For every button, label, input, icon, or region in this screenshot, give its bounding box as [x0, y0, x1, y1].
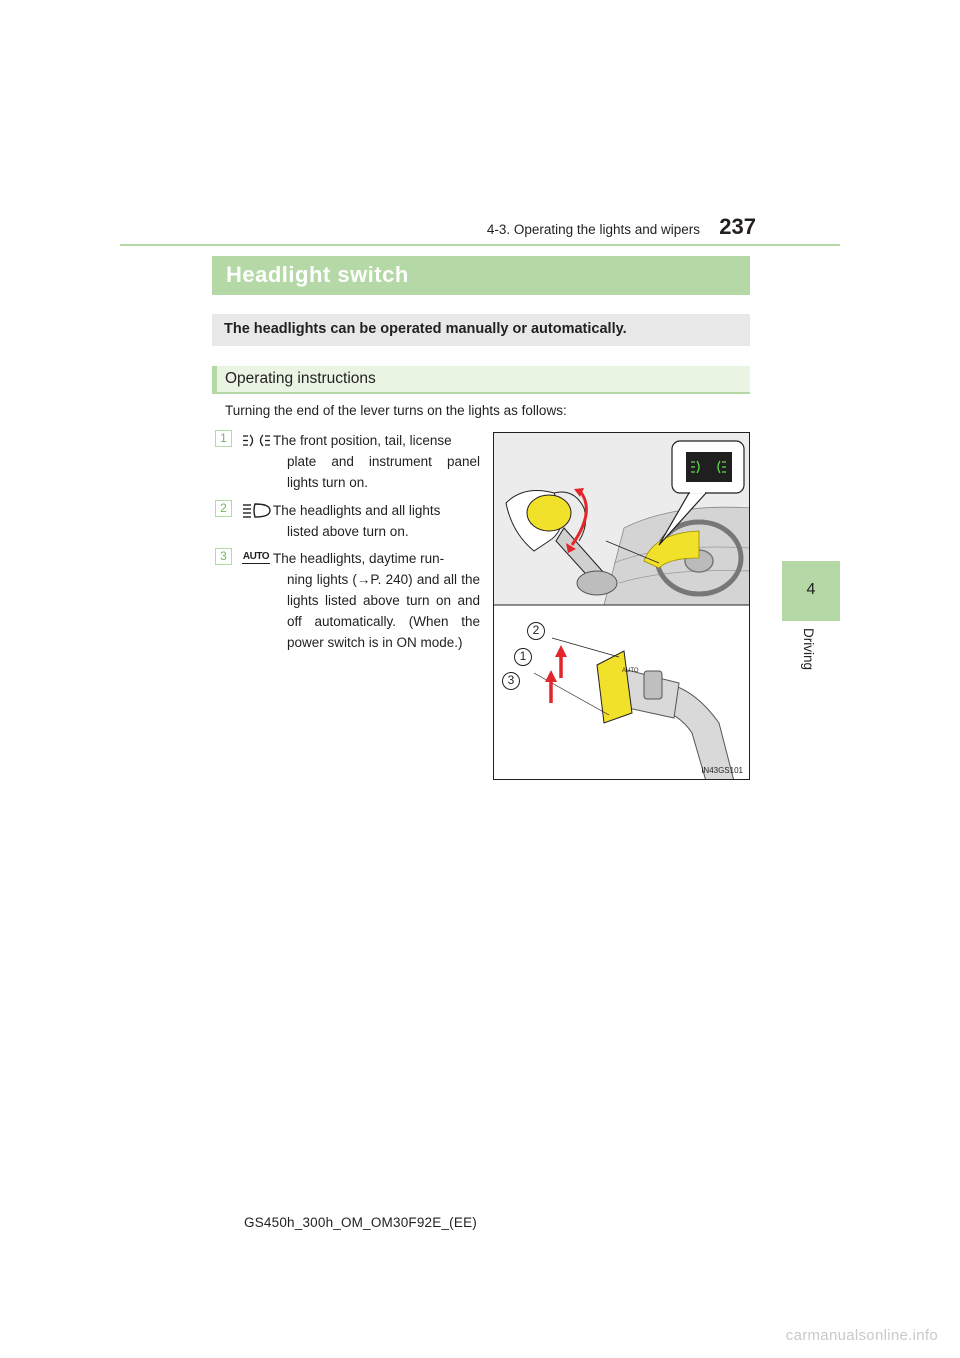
subsection-title: Operating instructions: [225, 370, 376, 387]
figure-callout-2: 2: [527, 622, 545, 640]
chapter-label: [800, 628, 816, 688]
chapter-number: 4: [806, 581, 816, 598]
figure-code: IN43GS101: [701, 766, 743, 775]
lever-end-closeup-highlight: [597, 651, 632, 723]
item-number: 1: [215, 430, 232, 447]
figure-callout-3: 3: [502, 672, 520, 690]
item-text-first-line: The headlights, daytime run-: [273, 551, 445, 566]
figure-illustration: [494, 433, 750, 780]
intro-band: [212, 314, 750, 346]
item-text-rest: listed above turn on.: [287, 524, 409, 539]
chapter-tab[interactable]: [782, 561, 840, 621]
lever-end-highlight: [527, 495, 571, 531]
figure-callout-1: 1: [514, 648, 532, 666]
item-text-rest: plate and instrument panel lights turn on.: [287, 454, 480, 490]
page-title: Headlight switch: [226, 262, 409, 287]
lead-text: Turning the end of the lever turns on the lights as follows:: [225, 403, 567, 418]
footer-document-code: GS450h_300h_OM_OM30F92E_(EE): [244, 1215, 477, 1230]
item-text-rest: ning lights (→P. 240) and all the lights listed above turn on and off automatically. (When the power switch is in ON mode.): [287, 572, 480, 650]
lever-auto-label: AUTO: [622, 668, 639, 674]
item-text-first-line: The front position, tail, license: [273, 433, 452, 448]
page-header: [120, 212, 840, 246]
title-band: [212, 256, 750, 295]
chapter-label-text: Driving: [801, 628, 816, 671]
header-rule: [120, 244, 840, 246]
item-number: 3: [215, 548, 232, 565]
page-number: 237: [719, 214, 756, 239]
intro-text: The headlights can be operated manually or automatically.: [224, 321, 627, 337]
item-text-first-line: The headlights and all lights: [273, 503, 441, 518]
watermark: carmanualsonline.info: [785, 1327, 938, 1344]
headlight-icon: [242, 502, 272, 519]
item-number: 2: [215, 500, 232, 517]
section-reference: 4-3. Operating the lights and wipers: [486, 222, 700, 237]
figure-headlight-switch: [493, 432, 750, 780]
position-lights-icon: [242, 432, 272, 449]
auto-icon: AUTO: [242, 551, 270, 562]
subsection-band: [212, 366, 750, 394]
